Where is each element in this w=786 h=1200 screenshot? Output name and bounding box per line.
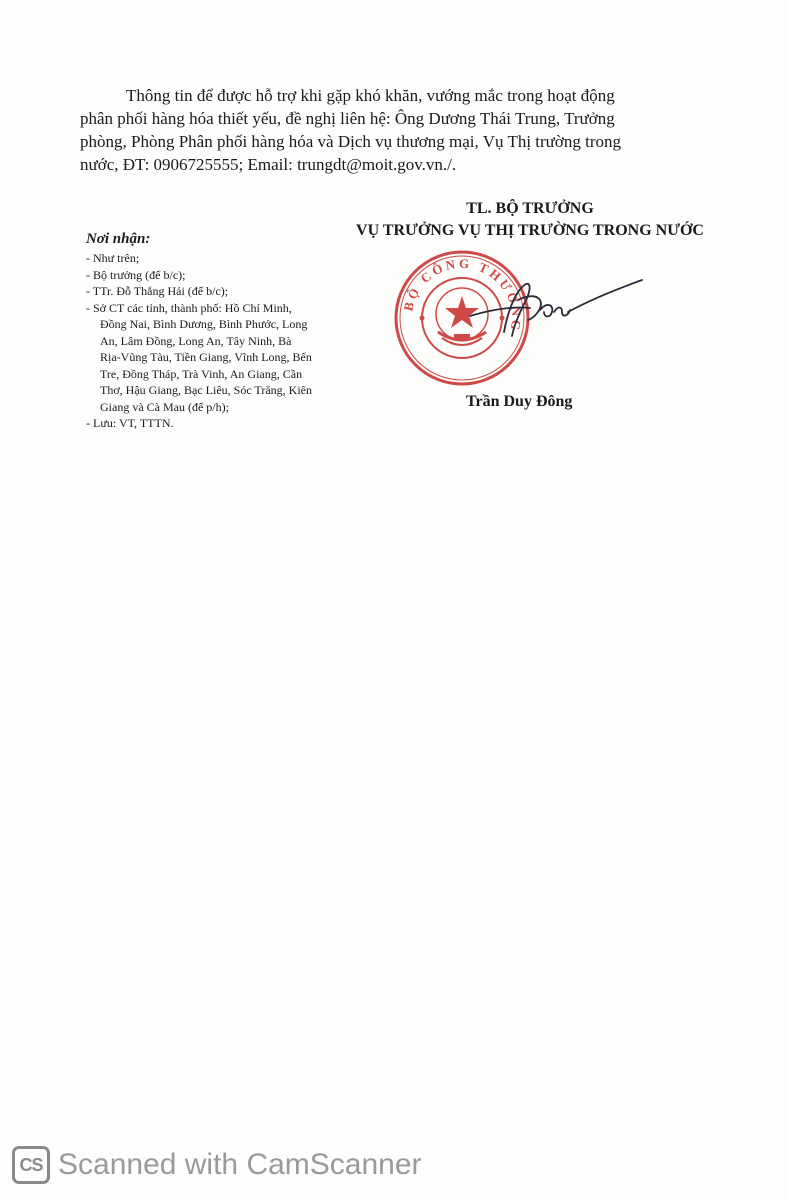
recipient-item: - Sở CT các tỉnh, thành phố: Hồ Chí Minh, Đồng Nai, Bình Dương, Bình Phước, Long An, Lâm Đồng, Long An, Tây Ninh, Bà Rịa-Vũng Tàu, Tiền Giang, Vĩnh Long, Bến Tre, Đồng Tháp, Trà Vinh, An Giang, Cần Thơ, Hậu Giang, Bạc Liêu, Sóc Trăng, Kiên Giang và Cà Mau (để p/h); <box>86 300 312 414</box>
recipient-item: - Bộ trưởng (để b/c); <box>86 267 186 282</box>
recipient-item: - Như trên; <box>86 251 140 265</box>
recipient-item: - TTr. Đỗ Thắng Hải (để b/c); <box>86 284 229 298</box>
signature-title-line-2: VỤ TRƯỞNG VỤ THỊ TRƯỜNG TRONG NƯỚC <box>356 222 704 239</box>
recipients-heading: Nơi nhận: <box>86 231 151 247</box>
handwritten-signature-icon <box>460 270 650 350</box>
paragraph-line: Thông tin để được hỗ trợ khi gặp khó khăn, vướng mắc trong hoạt động <box>126 86 615 105</box>
paragraph-line: phòng, Phòng Phân phối hàng hóa và Dịch vụ thương mại, Vụ Thị trường trong <box>80 132 622 151</box>
signature-title-line-1: TL. BỘ TRƯỞNG <box>466 200 594 217</box>
paragraph-line: phân phối hàng hóa thiết yếu, đề nghị liên hệ: Ông Dương Thái Trung, Trưởng <box>80 109 615 128</box>
signer-name: Trần Duy Đông <box>466 393 573 410</box>
signature-title-block <box>330 198 730 242</box>
seal-text: BỘ CÔNG THƯƠNG <box>400 255 525 335</box>
camscanner-watermark <box>12 1144 422 1186</box>
recipients-list <box>86 230 326 432</box>
contact-paragraph <box>80 84 702 176</box>
camscanner-logo-icon: CS <box>12 1146 50 1184</box>
paragraph-line: nước, ĐT: 0906725555; Email: trungdt@moit.gov.vn./. <box>80 155 457 174</box>
watermark-text: Scanned with CamScanner <box>58 1148 422 1181</box>
recipient-item: - Lưu: VT, TTTN. <box>86 416 174 430</box>
